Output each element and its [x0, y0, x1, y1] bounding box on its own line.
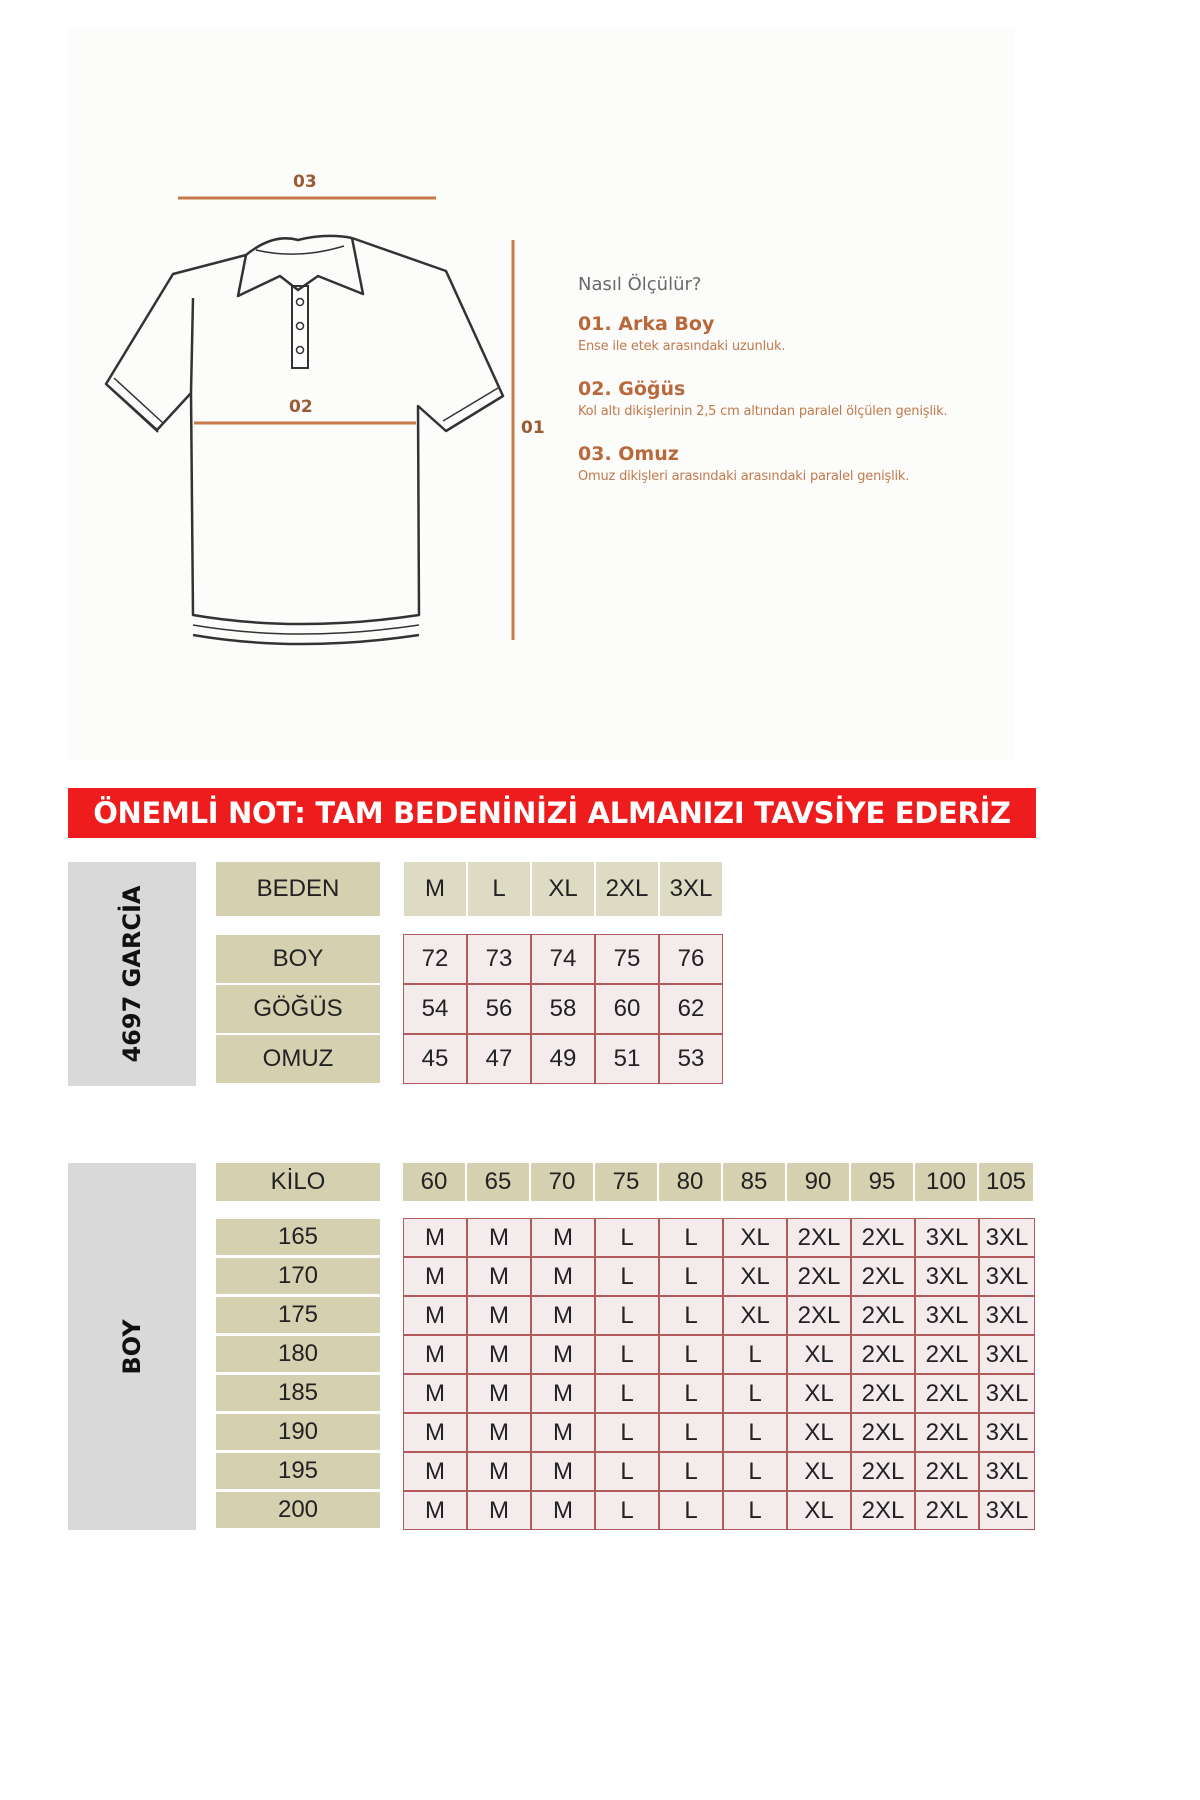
fit-table-cell: XL: [787, 1374, 851, 1413]
length-dim-label: 01: [521, 418, 545, 438]
fit-table-cell: 3XL: [979, 1296, 1035, 1335]
fit-table-cell: L: [659, 1491, 723, 1530]
fit-table-cell: L: [595, 1296, 659, 1335]
chest-dim-label: 02: [289, 397, 313, 417]
fit-table-cell: L: [659, 1218, 723, 1257]
size-table-cell: 56: [467, 984, 531, 1034]
fit-table-cell: M: [403, 1491, 467, 1530]
measurement-illustration: [68, 28, 1014, 760]
fit-table-cell: M: [467, 1296, 531, 1335]
fit-table-cell: 3XL: [979, 1413, 1035, 1452]
fit-table-cell: L: [595, 1218, 659, 1257]
fit-table-cell: 2XL: [851, 1491, 915, 1530]
size-header-label: BEDEN: [216, 862, 380, 916]
size-table-cell: 72: [403, 934, 467, 984]
fit-table-cell: L: [595, 1491, 659, 1530]
size-table-cell: 51: [595, 1034, 659, 1084]
fit-table-cell: L: [595, 1452, 659, 1491]
fit-table-cell: L: [595, 1374, 659, 1413]
height-row-label: 165: [216, 1219, 380, 1255]
fit-table-cell: 2XL: [787, 1218, 851, 1257]
weight-header-cell: 80: [659, 1163, 721, 1201]
height-row-label: 190: [216, 1414, 380, 1450]
fit-table-cell: 2XL: [851, 1257, 915, 1296]
fit-table-cell: 2XL: [851, 1218, 915, 1257]
size-header-cell: XL: [532, 862, 594, 916]
fit-table-cell: M: [467, 1374, 531, 1413]
fit-table-cell: L: [659, 1413, 723, 1452]
height-row-label: 195: [216, 1453, 380, 1489]
size-table-cell: 53: [659, 1034, 723, 1084]
fit-table-cell: M: [467, 1218, 531, 1257]
fit-table-cell: 3XL: [915, 1296, 979, 1335]
fit-table-cell: 2XL: [915, 1413, 979, 1452]
weight-header-cell: 90: [787, 1163, 849, 1201]
fit-table-side-label: [68, 1163, 196, 1530]
size-row-label: BOY: [216, 935, 380, 983]
fit-table-cell: M: [403, 1257, 467, 1296]
height-row-label: 170: [216, 1258, 380, 1294]
fit-table-cell: M: [403, 1218, 467, 1257]
size-table-cell: 54: [403, 984, 467, 1034]
howto-head: 03. Omuz: [578, 443, 679, 465]
fit-table-cell: 2XL: [851, 1296, 915, 1335]
model-label: 4697 GARCİA: [118, 885, 146, 1063]
size-table-cell: 73: [467, 934, 531, 984]
weight-header-cell: 70: [531, 1163, 593, 1201]
fit-table-cell: 3XL: [979, 1491, 1035, 1530]
size-table-cell: 62: [659, 984, 723, 1034]
size-table-cell: 45: [403, 1034, 467, 1084]
fit-table-cell: M: [531, 1257, 595, 1296]
fit-table-cell: XL: [787, 1335, 851, 1374]
fit-table-cell: M: [403, 1374, 467, 1413]
size-table-cell: 74: [531, 934, 595, 984]
fit-table-cell: XL: [723, 1257, 787, 1296]
weight-header-cell: 65: [467, 1163, 529, 1201]
howto-desc: Kol altı dikişlerinin 2,5 cm altından paralel ölçülen genişlik.: [578, 404, 948, 419]
height-row-label: 175: [216, 1297, 380, 1333]
howto-desc: Ense ile etek arasındaki uzunluk.: [578, 339, 786, 354]
fit-table-cell: L: [595, 1413, 659, 1452]
fit-table-cell: 2XL: [851, 1413, 915, 1452]
fit-table-cell: L: [723, 1374, 787, 1413]
howto-head: 01. Arka Boy: [578, 313, 715, 335]
weight-header-cell: 75: [595, 1163, 657, 1201]
weight-header-cell: 95: [851, 1163, 913, 1201]
fit-table-cell: L: [723, 1335, 787, 1374]
howto-title: Nasıl Ölçülür?: [578, 274, 702, 295]
size-table-cell: 75: [595, 934, 659, 984]
fit-table-cell: 3XL: [979, 1218, 1035, 1257]
fit-table-cell: L: [723, 1491, 787, 1530]
fit-table-cell: 3XL: [979, 1452, 1035, 1491]
height-row-label: 180: [216, 1336, 380, 1372]
fit-table-cell: XL: [787, 1413, 851, 1452]
fit-table-cell: L: [723, 1452, 787, 1491]
fit-header-label: KİLO: [216, 1163, 380, 1201]
weight-header-cell: 100: [915, 1163, 977, 1201]
fit-table-cell: 3XL: [915, 1218, 979, 1257]
fit-table-cell: L: [659, 1296, 723, 1335]
fit-table-cell: M: [403, 1335, 467, 1374]
fit-table-cell: XL: [787, 1491, 851, 1530]
howto-desc: Omuz dikişleri arasındaki arasındaki paralel genişlik.: [578, 469, 910, 484]
fit-table-cell: 2XL: [787, 1296, 851, 1335]
fit-table-cell: M: [531, 1218, 595, 1257]
fit-table-cell: 3XL: [915, 1257, 979, 1296]
weight-header-cell: 105: [979, 1163, 1033, 1201]
height-row-label: 200: [216, 1492, 380, 1528]
fit-table-cell: M: [403, 1413, 467, 1452]
size-table-cell: 60: [595, 984, 659, 1034]
height-axis-label: BOY: [118, 1318, 146, 1375]
how-to-measure: [578, 274, 1008, 508]
fit-table-cell: L: [659, 1257, 723, 1296]
howto-head: 02. Göğüs: [578, 378, 686, 400]
fit-table-cell: 3XL: [979, 1374, 1035, 1413]
howto-item-chest: [578, 378, 1008, 419]
fit-table-cell: M: [531, 1413, 595, 1452]
fit-table-cell: L: [595, 1257, 659, 1296]
fit-table-cell: M: [531, 1335, 595, 1374]
fit-table-cell: 3XL: [979, 1335, 1035, 1374]
fit-table-cell: L: [659, 1335, 723, 1374]
fit-table-cell: L: [595, 1335, 659, 1374]
weight-header-cell: 60: [403, 1163, 465, 1201]
fit-table-cell: L: [723, 1413, 787, 1452]
fit-table-cell: XL: [723, 1296, 787, 1335]
important-note-banner: ÖNEMLİ NOT: TAM BEDENİNİZİ ALMANIZI TAVSİYE EDERİZ: [68, 788, 1036, 838]
size-header-cell: M: [404, 862, 466, 916]
size-row-label: GÖĞÜS: [216, 985, 380, 1033]
fit-table-cell: M: [403, 1296, 467, 1335]
fit-table-cell: 2XL: [915, 1335, 979, 1374]
fit-table-cell: M: [531, 1452, 595, 1491]
size-table-cell: 76: [659, 934, 723, 984]
fit-table-cell: M: [531, 1296, 595, 1335]
size-table-side-label: [68, 862, 196, 1086]
fit-table-cell: 2XL: [787, 1257, 851, 1296]
fit-table-cell: M: [403, 1452, 467, 1491]
size-table-cell: 47: [467, 1034, 531, 1084]
fit-table-cell: 3XL: [979, 1257, 1035, 1296]
fit-table-cell: M: [467, 1335, 531, 1374]
howto-item-shoulder: [578, 443, 1008, 484]
fit-table-cell: 2XL: [851, 1374, 915, 1413]
fit-table-cell: M: [467, 1413, 531, 1452]
height-row-label: 185: [216, 1375, 380, 1411]
fit-table-cell: 2XL: [915, 1491, 979, 1530]
weight-header-cell: 85: [723, 1163, 785, 1201]
fit-table-cell: M: [531, 1491, 595, 1530]
fit-table-cell: M: [467, 1257, 531, 1296]
fit-table-cell: XL: [787, 1452, 851, 1491]
size-header-cell: 2XL: [596, 862, 658, 916]
size-table-cell: 58: [531, 984, 595, 1034]
fit-table-cell: 2XL: [851, 1452, 915, 1491]
fit-table-cell: L: [659, 1374, 723, 1413]
size-table-cell: 49: [531, 1034, 595, 1084]
fit-table-cell: M: [467, 1452, 531, 1491]
fit-table-cell: 2XL: [915, 1452, 979, 1491]
fit-table-cell: 2XL: [915, 1374, 979, 1413]
fit-table-cell: M: [531, 1374, 595, 1413]
howto-item-length: [578, 313, 1008, 354]
fit-table-cell: XL: [723, 1218, 787, 1257]
shoulder-dim-label: 03: [293, 172, 317, 192]
size-row-label: OMUZ: [216, 1035, 380, 1083]
fit-table-cell: 2XL: [851, 1335, 915, 1374]
size-header-cell: L: [468, 862, 530, 916]
fit-table-cell: M: [467, 1491, 531, 1530]
fit-table-cell: L: [659, 1452, 723, 1491]
size-header-cell: 3XL: [660, 862, 722, 916]
